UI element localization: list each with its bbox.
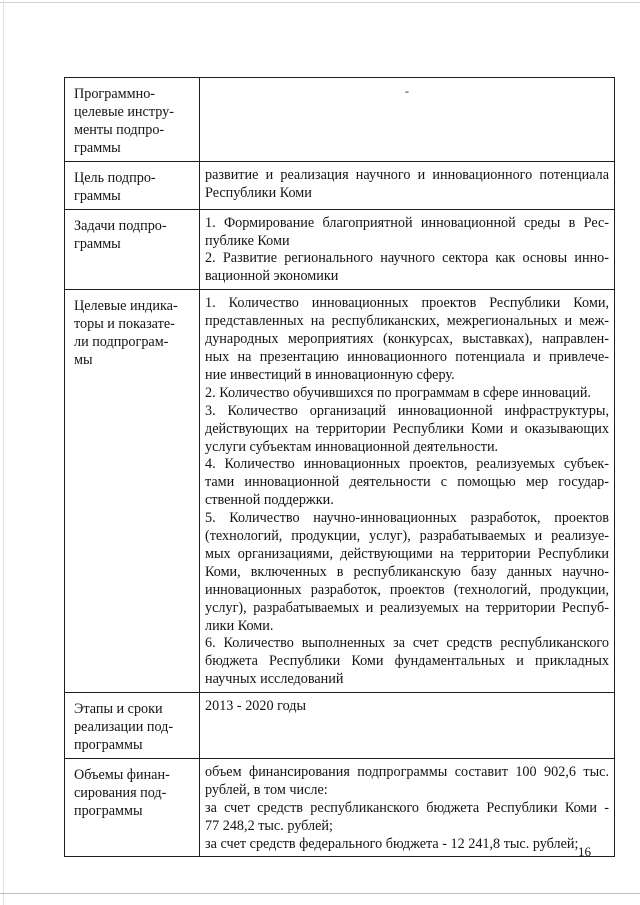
value-cell	[200, 209, 615, 290]
value-line: действующих на территории Республики Коми и оказывающих	[205, 420, 609, 437]
value-cell	[200, 693, 615, 759]
value-line: инновационных разработок, проектов (технологий, продукции,	[205, 581, 609, 598]
value-line: 2. Развитие регионального научного сектора как основы инно-	[205, 250, 609, 267]
label-line: граммы	[74, 187, 121, 204]
label-line: мы	[74, 351, 93, 368]
label-line: ли подпрограм-	[74, 334, 169, 351]
subprogram-passport-table	[64, 77, 615, 857]
row-stages	[65, 693, 615, 759]
label-line: Целевые индика-	[74, 298, 178, 315]
value-cell	[200, 78, 615, 162]
value-cell	[200, 161, 615, 209]
label-line: менты подпро-	[74, 121, 165, 138]
value-line: 2. Количество обучившихся по программам в сфере инноваций.	[205, 384, 591, 401]
value-line: развитие и реализация научного и инновационного потенциала	[205, 166, 609, 183]
scan-top-edge	[0, 2, 640, 3]
value-line: вационной экономики	[205, 268, 339, 285]
label-line: торы и показате-	[74, 316, 175, 333]
value-line: 4. Количество инновационных проектов, реализуемых субъек-	[205, 456, 609, 473]
value-cell	[200, 758, 615, 857]
value-line: 5. Количество научно-инновационных разработок, проектов	[205, 510, 609, 527]
row-instruments	[65, 78, 615, 162]
value-line: лики Коми.	[205, 617, 274, 634]
label-cell	[65, 161, 200, 209]
row-goal	[65, 161, 615, 209]
value-line: рублей, в том числе:	[205, 781, 328, 798]
scan-left-edge	[3, 0, 4, 905]
value-line: научных исследований	[205, 671, 344, 688]
label-line: программы	[74, 737, 143, 753]
value-line: ственной поддержки.	[205, 492, 334, 509]
label-line: сирования под-	[74, 784, 167, 801]
value-line: бюджета Республики Коми фундаментальных и прикладных	[205, 653, 609, 670]
label-line: целевые инстру-	[74, 103, 174, 120]
label-cell	[65, 209, 200, 290]
value-line: 77 248,2 тыс. рублей;	[205, 817, 333, 834]
value-line: Республики Коми	[205, 184, 312, 201]
label-line: Цель подпро-	[74, 169, 156, 186]
value-cell	[200, 290, 615, 693]
value-line: (технологий, продукции, услуг), разрабатываемых и реализуе-	[205, 528, 609, 545]
value-line: представленных на республиканских, межрегиональных и меж-	[205, 313, 609, 330]
row-funding	[65, 758, 615, 857]
value-line: мых организациями, действующими на территории Республики	[205, 545, 609, 562]
label-line: программы	[74, 802, 143, 819]
value-line: Коми, включенных в республиканскую базу данных научно-	[205, 563, 609, 580]
value-line: 2013 - 2020 годы	[205, 698, 307, 715]
value-line: тами инновационной деятельности с помощью мер государ-	[205, 474, 609, 491]
empty-cell-dash: -	[405, 84, 409, 98]
page-number: 16	[578, 844, 591, 859]
row-indicators	[65, 290, 615, 693]
label-cell	[65, 758, 200, 857]
value-line: 1. Формирование благоприятной инновационной среды в Рес-	[205, 214, 609, 231]
label-line: граммы	[74, 139, 121, 156]
value-line: ных на презентацию инновационного потенциала и привлече-	[205, 348, 609, 365]
scan-bottom-edge	[0, 893, 640, 894]
value-line: ние инвестиций в инновационную сферу.	[205, 366, 455, 383]
label-line: граммы	[74, 235, 121, 252]
value-line: 6. Количество выполненных за счет средств республиканского	[205, 635, 609, 652]
label-cell	[65, 693, 200, 759]
label-line: Объемы финан-	[74, 766, 170, 783]
value-line: за счет средств республиканского бюджета Республики Коми -	[205, 799, 609, 816]
label-line: Этапы и сроки	[74, 701, 163, 718]
value-line: за счет средств федерального бюджета - 12 241,8 тыс. рублей;	[205, 835, 579, 852]
label-cell	[65, 290, 200, 693]
value-line: 3. Количество организаций инновационной инфраструктуры,	[205, 402, 609, 419]
value-line: дународных мероприятиях (конкурсах, выставках), направлен-	[205, 331, 609, 348]
value-line: услуг), разрабатываемых и реализуемых на территории Респуб-	[205, 599, 609, 616]
value-line: публике Коми	[205, 232, 290, 249]
label-cell	[65, 78, 200, 162]
value-line: 1. Количество инновационных проектов Республики Коми,	[205, 295, 609, 312]
value-line: услуги субъектам инновационной деятельности.	[205, 438, 499, 455]
label-line: Задачи подпро-	[74, 217, 167, 234]
value-line: объем финансирования подпрограммы составит 100 902,6 тыс.	[205, 763, 609, 780]
row-tasks	[65, 209, 615, 290]
label-line: Программно-	[74, 86, 156, 102]
label-line: реализации под-	[74, 719, 174, 736]
